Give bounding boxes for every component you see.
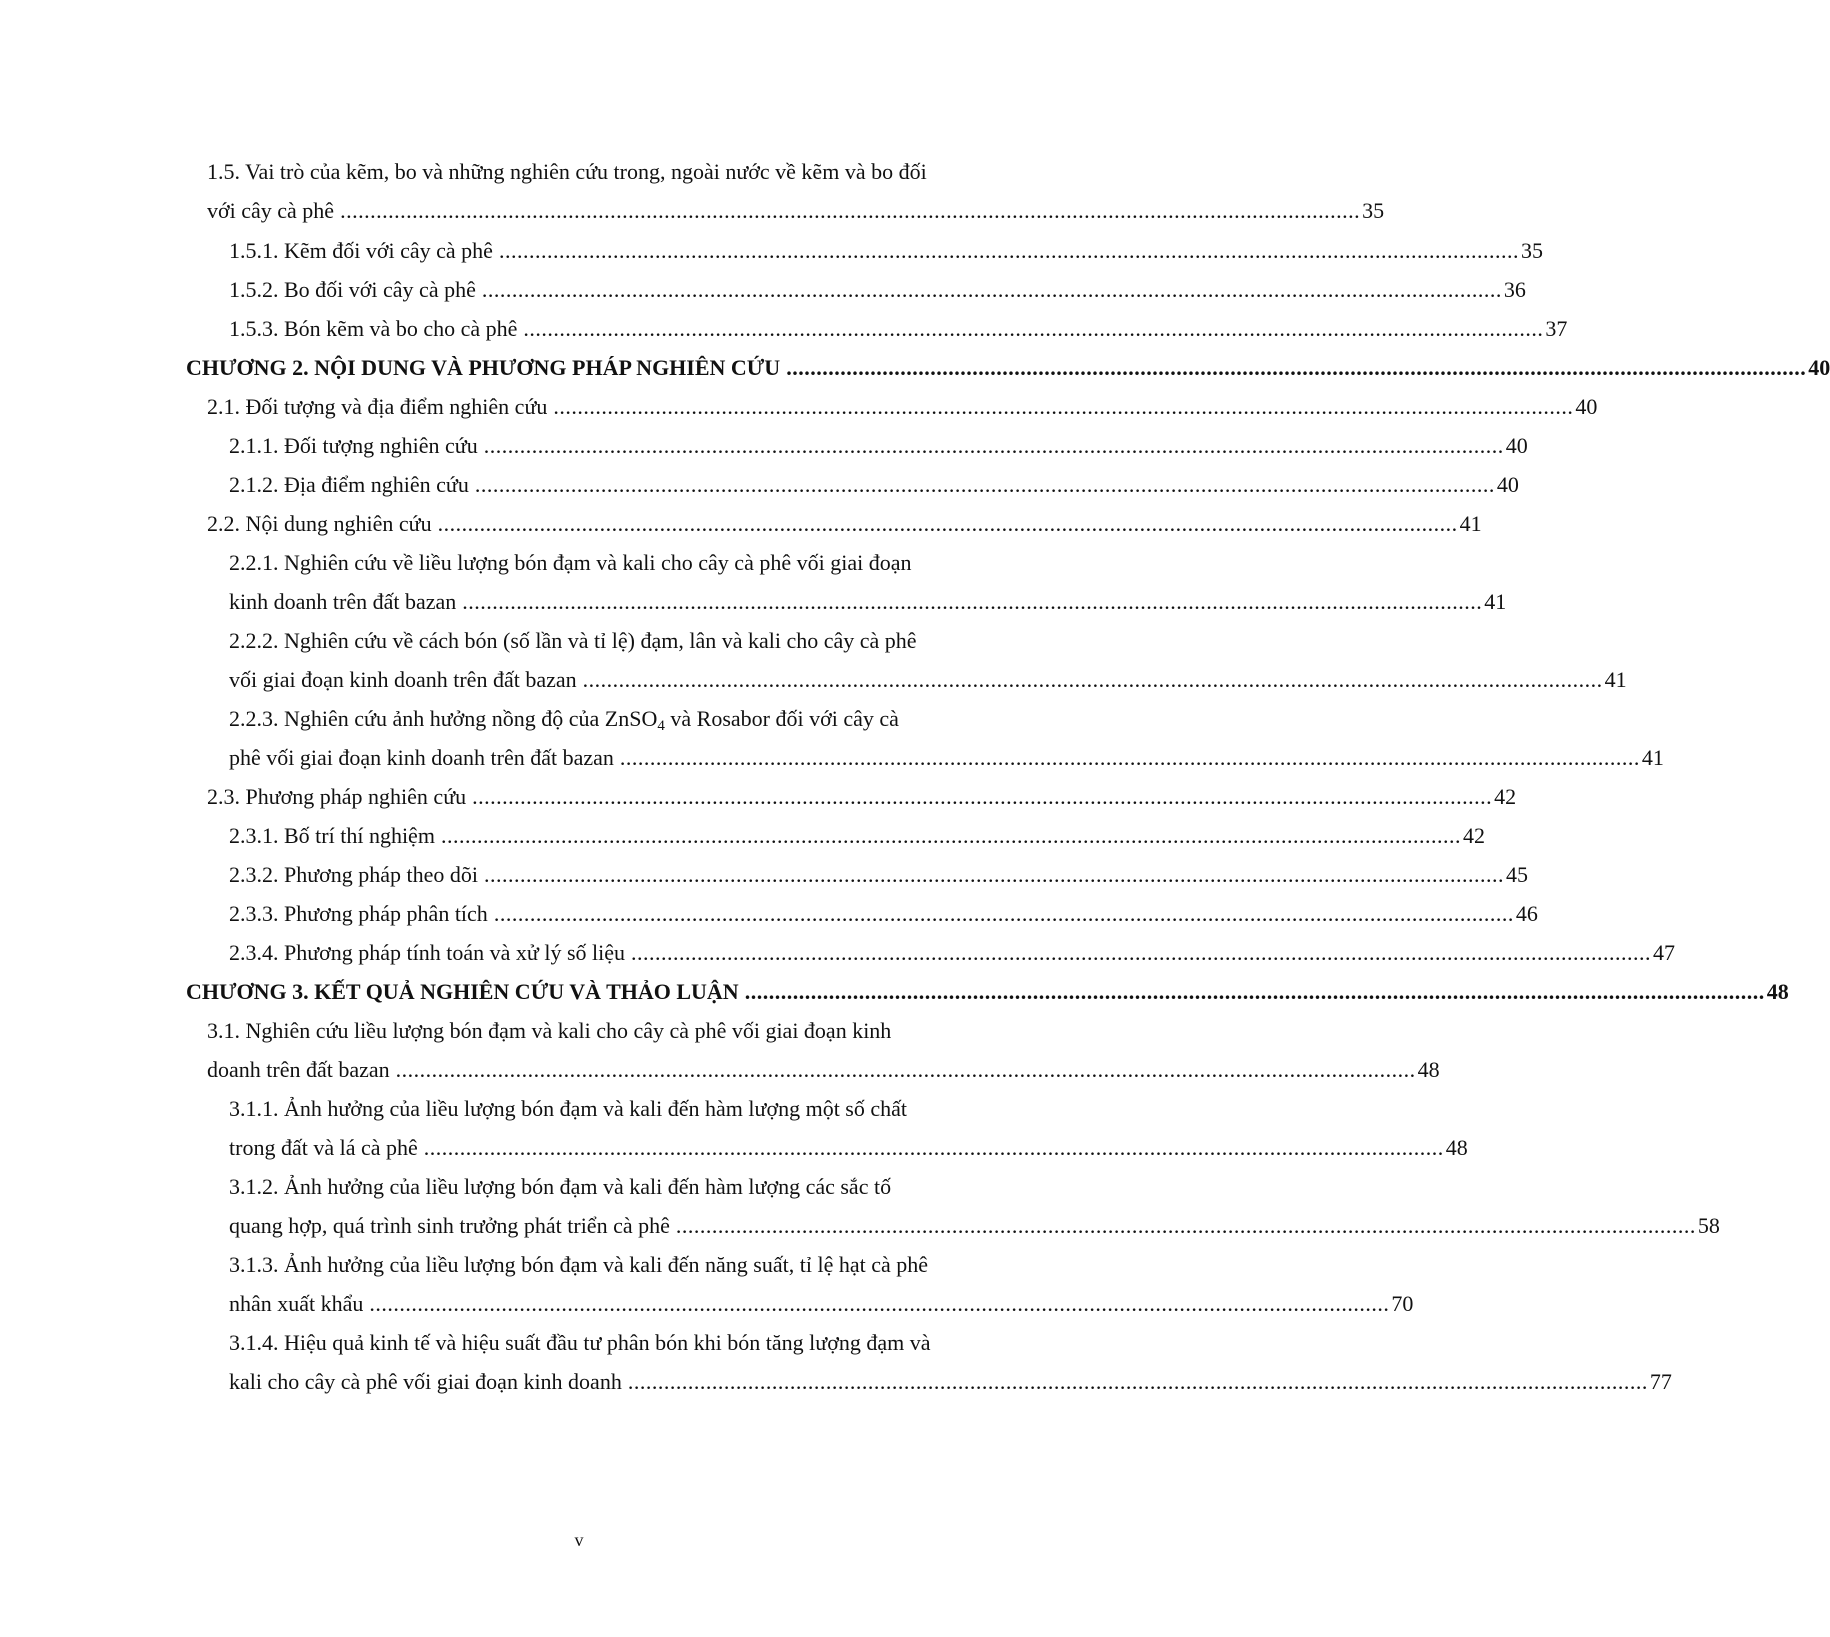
toc-title-cont: kinh doanh trên đất bazan: [229, 589, 457, 614]
leader-dots: ..........................................................................................................................................................................: [472, 784, 1493, 809]
leader-dots: ..........................................................................................................................................................................: [462, 589, 1483, 614]
leader-dots: ..........................................................................................................................................................................: [523, 316, 1544, 341]
toc-title: Vai trò của kẽm, bo và những nghiên cứu trong, ngoài nước về kẽm và bo đối: [245, 159, 927, 184]
toc-number: 2.3.: [207, 784, 240, 809]
toc-title: Phương pháp phân tích: [284, 901, 488, 926]
toc-entry-2-3-3: [0, 894, 1538, 934]
toc-entry-1-5-1: [0, 231, 1543, 271]
toc-entry-3-1-4: [0, 1323, 1158, 1363]
toc-title: Bố trí thí nghiệm: [284, 823, 435, 848]
toc-number: CHƯƠNG 3.: [186, 979, 309, 1004]
leader-dots: ..........................................................................................................................................................................: [423, 1135, 1444, 1160]
toc-number: 2.2.2.: [229, 628, 279, 653]
toc-number: 3.1.2.: [229, 1174, 279, 1199]
toc-title: Đối tượng nghiên cứu: [284, 433, 478, 458]
toc-page: 40: [1575, 394, 1598, 419]
toc-title: Hiệu quả kinh tế và hiệu suất đầu tư phân bón khi bón tăng lượng đạm và: [284, 1330, 931, 1355]
toc-number: 2.3.2.: [229, 862, 279, 887]
toc-page: 40: [1505, 433, 1528, 458]
toc-number: CHƯƠNG 2.: [186, 355, 309, 380]
toc-page: 40: [1496, 472, 1519, 497]
toc-number: 2.2.3.: [229, 706, 279, 731]
toc-entry-2-2-2: [0, 621, 1158, 661]
toc-title-cont: quang hợp, quá trình sinh trưởng phát triển cà phê: [229, 1213, 670, 1238]
toc-page: 41: [1459, 511, 1482, 536]
leader-dots: ..........................................................................................................................................................................: [484, 862, 1505, 887]
leader-dots: ..........................................................................................................................................................................: [369, 1291, 1390, 1316]
leader-dots: ..........................................................................................................................................................................: [437, 511, 1458, 536]
toc-entry-2-3-4: [0, 933, 1676, 973]
toc-entry-2-1-2: [0, 465, 1519, 505]
toc-title: Nghiên cứu về cách bón (số lần và tỉ lệ) đạm, lân và kali cho cây cà phê: [284, 628, 917, 653]
toc-title: và Rosabor đối với cây cà: [670, 706, 899, 731]
toc-page: 35: [1362, 198, 1385, 223]
toc-number: 2.3.3.: [229, 901, 279, 926]
leader-dots: ..........................................................................................................................................................................: [498, 238, 1519, 263]
toc-entry-3-1-3: [0, 1245, 1158, 1285]
leader-dots: ..........................................................................................................................................................................: [582, 667, 1603, 692]
toc-title-cont: kali cho cây cà phê vối giai đoạn kinh doanh: [229, 1369, 622, 1394]
toc-entry-2-2: [0, 504, 1482, 544]
toc-title: Ảnh hưởng của liều lượng bón đạm và kali đến hàm lượng một số chất: [284, 1096, 908, 1121]
leader-dots: ..........................................................................................................................................................................: [481, 277, 1502, 302]
toc-number: 1.5.3.: [229, 316, 279, 341]
toc-entry-2-2-3: [0, 699, 1158, 739]
leader-dots: ..........................................................................................................................................................................: [395, 1057, 1416, 1082]
toc-entry-1-5-3: [0, 309, 1568, 349]
toc-entry-2-2-1: [0, 543, 1158, 583]
toc-entry-2-3-1: [0, 816, 1485, 856]
toc-number: 2.3.1.: [229, 823, 279, 848]
toc-title: Nghiên cứu ảnh hưởng nồng độ của ZnSO: [284, 706, 658, 731]
leader-dots: ..........................................................................................................................................................................: [744, 979, 1765, 1004]
toc-title-cont: với cây cà phê: [207, 198, 335, 223]
toc-entry-3-1-2: [0, 1167, 1158, 1207]
toc-number: 2.1.: [207, 394, 240, 419]
toc-number: 2.1.1.: [229, 433, 279, 458]
leader-dots: ..........................................................................................................................................................................: [786, 355, 1807, 380]
leader-dots: ..........................................................................................................................................................................: [340, 198, 1361, 223]
toc-number: 1.5.2.: [229, 277, 279, 302]
toc-title-cont: phê vối giai đoạn kinh doanh trên đất bazan: [229, 745, 614, 770]
toc-title: KẾT QUẢ NGHIÊN CỨU VÀ THẢO LUẬN: [314, 979, 739, 1004]
leader-dots: ..........................................................................................................................................................................: [483, 433, 1504, 458]
toc-title: Bo đối với cây cà phê: [284, 277, 476, 302]
toc-page: 70: [1391, 1291, 1414, 1316]
toc-title: Bón kẽm và bo cho cà phê: [284, 316, 518, 341]
toc-page: 45: [1506, 862, 1529, 887]
toc-number: 3.1.4.: [229, 1330, 279, 1355]
toc-title-cont: nhân xuất khẩu: [229, 1291, 364, 1316]
toc-title: Đối tượng và địa điểm nghiên cứu: [245, 394, 548, 419]
toc-title-cont: doanh trên đất bazan: [207, 1057, 390, 1082]
page-number: v: [574, 1530, 584, 1550]
toc-page: 35: [1520, 238, 1543, 263]
toc-page: 42: [1462, 823, 1485, 848]
leader-dots: ..........................................................................................................................................................................: [675, 1213, 1696, 1238]
toc-number: 1.5.: [207, 159, 240, 184]
toc-page: 77: [1649, 1369, 1672, 1394]
toc-page: 47: [1653, 940, 1676, 965]
toc-number: 2.3.4.: [229, 940, 279, 965]
toc-number: 2.2.: [207, 511, 240, 536]
toc-entry-1-5-2: [0, 270, 1526, 310]
toc-page: 41: [1484, 589, 1507, 614]
leader-dots: ..........................................................................................................................................................................: [440, 823, 1461, 848]
toc-chapter-2: [0, 348, 1830, 388]
toc-page: 48: [1417, 1057, 1440, 1082]
toc-page: 42: [1494, 784, 1517, 809]
toc-page: 41: [1604, 667, 1627, 692]
toc-entry-2-3-2: [0, 855, 1529, 895]
toc-number: 3.1.: [207, 1018, 240, 1043]
toc-page: 48: [1445, 1135, 1468, 1160]
toc-title-cont: vối giai đoạn kinh doanh trên đất bazan: [229, 667, 577, 692]
toc-number: 3.1.1.: [229, 1096, 279, 1121]
toc-number: 3.1.3.: [229, 1252, 279, 1277]
toc-title: Phương pháp tính toán và xử lý số liệu: [284, 940, 626, 965]
toc-title: Nghiên cứu về liều lượng bón đạm và kali cho cây cà phê vối giai đoạn: [284, 550, 912, 575]
leader-dots: ..........................................................................................................................................................................: [627, 1369, 1648, 1394]
leader-dots: ..........................................................................................................................................................................: [631, 940, 1652, 965]
leader-dots: ..........................................................................................................................................................................: [493, 901, 1514, 926]
toc-chapter-3: [0, 972, 1789, 1012]
toc-entry-1-5: [0, 152, 1158, 192]
toc-title: Nội dung nghiên cứu: [245, 511, 432, 536]
toc-page: 40: [1808, 355, 1830, 380]
subscript: 4: [657, 718, 665, 734]
toc-title: Ảnh hưởng của liều lượng bón đạm và kali đến hàm lượng các sắc tố: [284, 1174, 892, 1199]
toc-title: Nghiên cứu liều lượng bón đạm và kali cho cây cà phê vối giai đoạn kinh: [245, 1018, 892, 1043]
toc-title: Địa điểm nghiên cứu: [284, 472, 469, 497]
toc-entry-2-1: [0, 387, 1598, 427]
toc-page: 36: [1503, 277, 1526, 302]
toc-title: Ảnh hưởng của liều lượng bón đạm và kali đến năng suất, tỉ lệ hạt cà phê: [284, 1252, 929, 1277]
toc-title: NỘI DUNG VÀ PHƯƠNG PHÁP NGHIÊN CỨU: [314, 355, 781, 380]
leader-dots: ..........................................................................................................................................................................: [619, 745, 1640, 770]
toc-page: 41: [1641, 745, 1664, 770]
toc-number: 2.1.2.: [229, 472, 279, 497]
toc-title-cont: trong đất và lá cà phê: [229, 1135, 418, 1160]
toc-number: 2.2.1.: [229, 550, 279, 575]
leader-dots: ..........................................................................................................................................................................: [474, 472, 1495, 497]
toc-page: 58: [1697, 1213, 1720, 1238]
toc-entry-3-1: [0, 1011, 1158, 1051]
toc-entry-3-1-1: [0, 1089, 1158, 1129]
toc-page: 37: [1545, 316, 1568, 341]
toc-title: Phương pháp theo dõi: [284, 862, 479, 887]
toc-entry-2-3: [0, 777, 1517, 817]
toc-title: Kẽm đối với cây cà phê: [284, 238, 493, 263]
toc-title: Phương pháp nghiên cứu: [245, 784, 467, 809]
toc-number: 1.5.1.: [229, 238, 279, 263]
leader-dots: ..........................................................................................................................................................................: [553, 394, 1574, 419]
toc-page: 46: [1515, 901, 1538, 926]
toc-page: 48: [1766, 979, 1789, 1004]
toc-entry-2-1-1: [0, 426, 1528, 466]
